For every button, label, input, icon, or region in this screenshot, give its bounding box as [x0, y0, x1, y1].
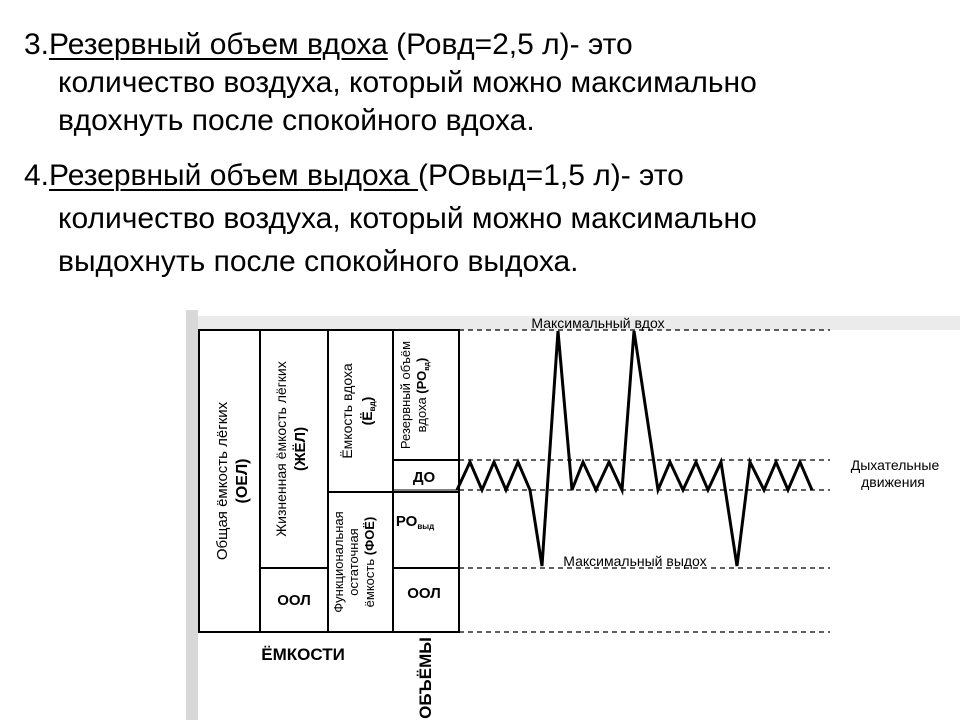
label-total-lung-capacity: Общая ёмкость лёгких — [214, 401, 231, 561]
definition-line: количество воздуха, который можно максимально — [58, 66, 757, 99]
definition-line: вдохнуть после спокойного вдоха. — [58, 104, 535, 137]
label-reserve-inhale-line1: Резервный объём — [398, 340, 413, 450]
reference-levels — [459, 330, 830, 632]
label-residual-volume-right: ООЛ — [407, 585, 441, 602]
label-volumes-group — [416, 637, 435, 719]
definition-line: количество воздуха, который можно максимально — [58, 202, 757, 235]
definition-line: выдохнуть после спокойного выдоха. — [58, 245, 579, 278]
label-residual-volume-left: ООЛ — [277, 592, 311, 609]
label-reserve-inhale-line2: вдоха $(РО_{вд})$ — [414, 357, 431, 433]
abbr-zhel: (ЖЁЛ) — [292, 426, 309, 472]
item-number: 4. — [24, 159, 50, 192]
label-max-inhale: Максимальный вдох — [531, 315, 665, 331]
label-capacities: ЁМКОСТИ — [261, 645, 345, 664]
label-reserve-exhale-volume: $РО_{выд}$ — [395, 513, 435, 531]
label-frc-line1: Функциональная — [331, 511, 346, 613]
term-reserve-inhale: Резервный объем вдоха — [49, 28, 388, 61]
label-tidal-volume: ДО — [412, 469, 436, 486]
label-vital-capacity: Жизненная ёмкость лёгких — [273, 361, 289, 537]
definition-start: (Ровд=2,5 л)- это — [387, 28, 633, 61]
item-number: 3. — [24, 28, 50, 61]
label-breathing-line1: Дыхательные — [850, 457, 940, 473]
label-frc-line3: ёмкость (ФОЁ) — [362, 516, 377, 608]
label-frc-line2: остаточная — [346, 528, 361, 596]
label-breathing-line2: движения — [861, 474, 925, 490]
diagram-left-band — [186, 310, 198, 720]
abbr-evd: $(Ё_{вд})$ — [359, 396, 377, 426]
label-volumes: ОБЪЁМЫ — [416, 637, 435, 719]
breathing-curve — [457, 331, 812, 566]
label-inspiratory-capacity: Ёмкость вдоха — [339, 363, 355, 459]
definition-start: (РОвыд=1,5 л)- это — [418, 159, 684, 192]
abbr-oel: (ОЕЛ) — [234, 458, 251, 504]
label-max-exhale: Максимальный выдох — [563, 553, 707, 569]
term-reserve-exhale: Резервный объем выдоха — [49, 159, 418, 192]
